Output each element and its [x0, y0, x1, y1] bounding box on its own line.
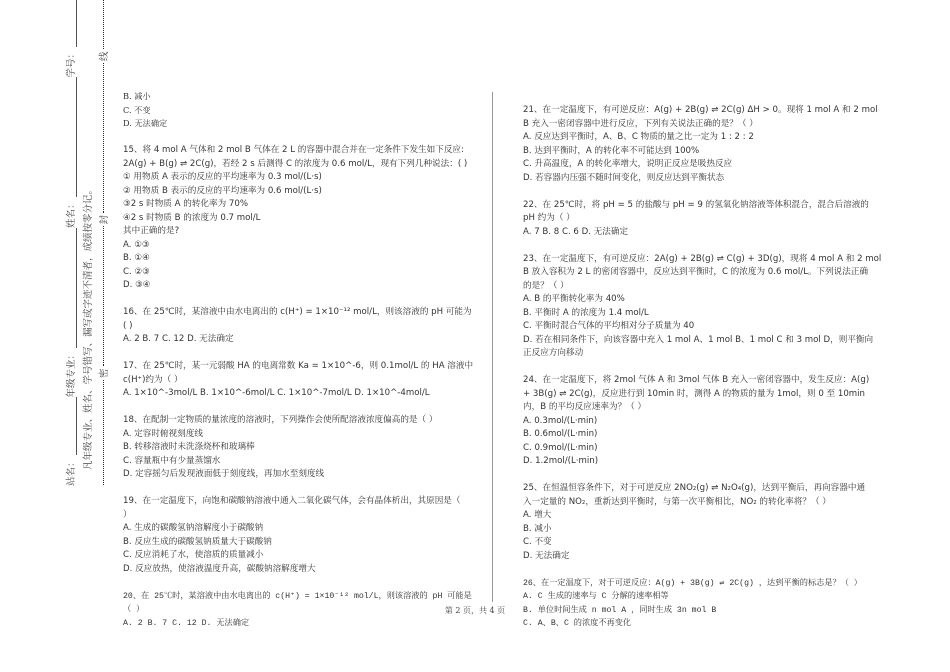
binding-margin-note: 凡年级专业、姓名、学号错写、漏写或字迹不清者，成绩按零分记。: [83, 184, 94, 470]
question-stem: ( ): [123, 320, 133, 331]
dotted-line: [103, 226, 104, 366]
question-stem: 25、在恒温恒容条件下，对于可逆反应 2NO₂(g) ⇌ N₂O₄(g)，达到平衡后，再向容器中通: [523, 483, 866, 493]
option[interactable]: A. 0.3mol/(L·min): [523, 415, 598, 426]
option[interactable]: D. 若容器内压强不随时间变化，则反应达到平衡状态: [523, 172, 725, 183]
question-stem: B 放入容积为 2 L 的密闭容器中，反应达到平衡时，C 的浓度为 0.6 mol/L。下列说法正确: [523, 267, 869, 277]
question-stem: 21、在一定温度下，有可逆反应：A(g) + 2B(g) ⇌ 2C(g) ΔH > 0。现将 1 mol A 和 2 mol: [523, 105, 878, 115]
question-stem: 19、在一定温度下，向饱和碳酸钠溶液中通入二氧化碳气体，会有晶体析出，其原因是（: [123, 496, 461, 506]
right-column: [523, 104, 882, 644]
option[interactable]: C. 升高温度，A 的转化率增大，说明正反应是吸热反应: [523, 159, 733, 169]
question-stem: 16、在 25℃时，某溶液中由水电离出的 c(H⁺) = 1×10⁻¹² mol/L，则该溶液的 pH 可能为: [123, 307, 472, 317]
class-label: 年级专业：: [66, 349, 77, 398]
option[interactable]: C. ②③: [123, 266, 150, 277]
dotted-line: [103, 380, 104, 485]
question-stem: 18、在配制一定物质的量浓度的溶液时，下列操作会使所配溶液浓度偏高的是（ ）: [123, 415, 438, 425]
seal-mark-xian: 线: [99, 51, 110, 61]
left-column: [123, 90, 473, 644]
option[interactable]: C. 不变: [123, 104, 151, 115]
statement: ④2 s 时物质 B 的浓度为 0.7 mol/L: [123, 212, 261, 223]
option[interactable]: A. 反应达到平衡时，A、B、C 物质的量之比一定为 1 : 2 : 2: [523, 132, 754, 142]
question-stem: 22、在 25℃时，将 pH = 5 的盐酸与 pH = 9 的氢氧化钠溶液等体积混合，混合后溶液的: [523, 199, 869, 210]
question-stem: 的是？（ ）: [523, 280, 569, 291]
dotted-line: [103, 63, 104, 213]
column-divider: [492, 92, 493, 602]
class-blank[interactable]: [67, 228, 77, 348]
question-stem: 入一定量的 NO₂，重新达到平衡时，与第一次平衡相比，NO₂ 的转化率将？（ ）: [523, 496, 831, 507]
exam-site-blank[interactable]: [67, 397, 77, 455]
option[interactable]: B. 0.6mol/(L·min): [523, 429, 598, 439]
option[interactable]: A. ①③: [123, 239, 150, 250]
question-14-tail: [123, 90, 473, 131]
question-16: [123, 306, 473, 347]
seal-mark-mi: 密: [99, 368, 110, 378]
question-stem: + 3B(g) ⇌ 2C(g)，反应进行到 10min 时，测得 A 的物质的量为 1mol，则 0 至 10min: [523, 388, 865, 399]
option[interactable]: A. 生成的碳酸氢钠溶解度小于碳酸钠: [123, 523, 264, 533]
question-26: [523, 577, 862, 631]
option[interactable]: D. 无法确定: [523, 550, 570, 561]
option-continuation: 正反应方向移动: [523, 348, 584, 358]
option[interactable]: A. 定容时俯视刻度线: [123, 428, 203, 439]
options-line[interactable]: A. 2 B. 7 C. 12 D. 无法确定: [123, 334, 234, 344]
option[interactable]: B. 转移溶液时未洗涤烧杯和玻璃棒: [123, 442, 255, 452]
question-stem: 20、在 25℃时，某溶液中由水电离出的 c(H⁺) = 1×10⁻¹² mol/L，则该溶液的 pH 可能是: [123, 591, 472, 601]
question-19: [123, 495, 473, 576]
option[interactable]: B. 减小: [123, 91, 151, 101]
question-21: [523, 104, 878, 185]
option[interactable]: B. 达到平衡时，A 的转化率不可能达到 100%: [523, 145, 700, 156]
name-label: 姓名：: [66, 199, 77, 228]
question-ask: 其中正确的是?: [123, 226, 180, 236]
option[interactable]: A. B 的平衡转化率为 40%: [523, 294, 625, 304]
option[interactable]: D. 定容摇匀后发现液面低于刻度线，再加水至刻度线: [123, 469, 325, 479]
question-stem: c(H⁺)约为（ ）: [123, 374, 183, 385]
question-22: [523, 199, 869, 240]
question-24: [523, 374, 870, 469]
exam-site-label: 站名：: [66, 457, 77, 486]
options-line[interactable]: A. 2 B. 7 C. 12 D. 无法确定: [123, 618, 250, 628]
option[interactable]: B. 反应生成的碳酸氢钠质量大于碳酸钠: [123, 536, 272, 547]
question-15: [123, 144, 473, 293]
options-line[interactable]: A. 1×10^-3mol/L B. 1×10^-6mol/L C. 1×10^-7mol/L D. 1×10^-4mol/L: [123, 388, 430, 398]
statement: ③2 s 时物质 A 的转化率为 70%: [123, 199, 249, 209]
student-id-label: 学号：: [66, 48, 77, 78]
statement: ② 用物质 B 表示的反应的平均速率为 0.6 mol/(L·s): [123, 185, 322, 196]
question-stem: B 充入一密闭容器中进行反应，下列有关说法正确的是？（ ）: [523, 118, 758, 129]
question-stem: 24、在一定温度下，将 2mol 气体 A 和 3mol 气体 B 充入一密闭容器中，发生反应：A(g): [523, 375, 870, 385]
question-stem: ）: [123, 509, 132, 520]
question-stem: 17、在 25℃时，某一元弱酸 HA 的电离常数 Ka = 1×10^-6，则 0.1mol/L 的 HA 溶液中: [123, 361, 474, 371]
option[interactable]: C. 反应消耗了水，使溶质的质量减小: [123, 550, 264, 560]
option[interactable]: B. 减小: [523, 523, 552, 534]
name-blank[interactable]: [67, 77, 77, 197]
question-stem: 内，B 的平均反应速率为？（ ）: [523, 402, 647, 412]
question-stem: （ ）: [123, 605, 145, 614]
option[interactable]: D. 1.2mol/(L·min): [523, 456, 599, 466]
option[interactable]: C. 平衡时混合气体的平均相对分子质量为 40: [523, 321, 695, 331]
student-id-blank[interactable]: [67, 0, 77, 47]
option[interactable]: B. ①④: [123, 253, 150, 263]
options-line[interactable]: A. 7 B. 8 C. 6 D. 无法确定: [523, 226, 629, 237]
question-18: [123, 414, 473, 482]
question-25: [523, 482, 866, 563]
question-stem: pH 约为（ ）: [523, 213, 575, 223]
option[interactable]: D. 若在相同条件下，向该容器中充入 1 mol A、1 mol B、1 mol C 和 3 mol D，则平衡向: [523, 334, 874, 345]
binding-margin-fields: [63, 0, 77, 486]
option[interactable]: A. C 生成的速率与 C 分解的速率相等: [523, 592, 669, 601]
question-17: [123, 360, 473, 401]
option[interactable]: C. 0.9mol/(L·min): [523, 442, 598, 453]
question-stem: 23、在一定温度下，有可逆反应：2A(g) + 2B(g) ⇌ C(g) + 3D(g)，现将 4 mol A 和 2 mol: [523, 253, 882, 264]
question-23: [523, 253, 882, 361]
option[interactable]: C. 不变: [523, 537, 552, 547]
option[interactable]: C. 容量瓶中有少量蒸馏水: [123, 455, 221, 466]
option[interactable]: D. ③④: [123, 280, 151, 290]
option[interactable]: B. 平衡时 A 的浓度为 1.4 mol/L: [523, 307, 649, 318]
seal-line: [96, 0, 110, 485]
question-stem: 15、将 4 mol A 气体和 2 mol B 气体在 2 L 的容器中混合并在一定条件下发生如下反应:: [123, 145, 464, 155]
option[interactable]: A. 增大: [523, 510, 552, 520]
statement: ① 用物质 A 表示的反应的平均速率为 0.3 mol/(L·s): [123, 172, 322, 182]
dotted-line: [103, 0, 104, 49]
option[interactable]: C. A、B、C 的浓度不再变化: [523, 619, 632, 628]
option[interactable]: B. 单位时间生成 n mol A ，同时生成 3n mol B: [523, 605, 717, 615]
question-stem: 26、在一定温度下，对于可逆反应：A(g) + 3B(g) ⇌ 2C(g) ，达到平衡的标志是？（ ）: [523, 578, 862, 588]
option[interactable]: D. 无法确定: [123, 118, 168, 128]
question-stem: 2A(g) + B(g) ⇌ 2C(g)，若经 2 s 后测得 C 的浓度为 0.6 mol/L，现有下列几种说法：( ): [123, 158, 468, 169]
option[interactable]: D. 反应放热，使溶液温度升高，碳酸钠溶解度增大: [123, 563, 316, 574]
page-number: 第 2 页，共 4 页: [444, 606, 506, 615]
seal-mark-feng: 封: [99, 214, 110, 225]
